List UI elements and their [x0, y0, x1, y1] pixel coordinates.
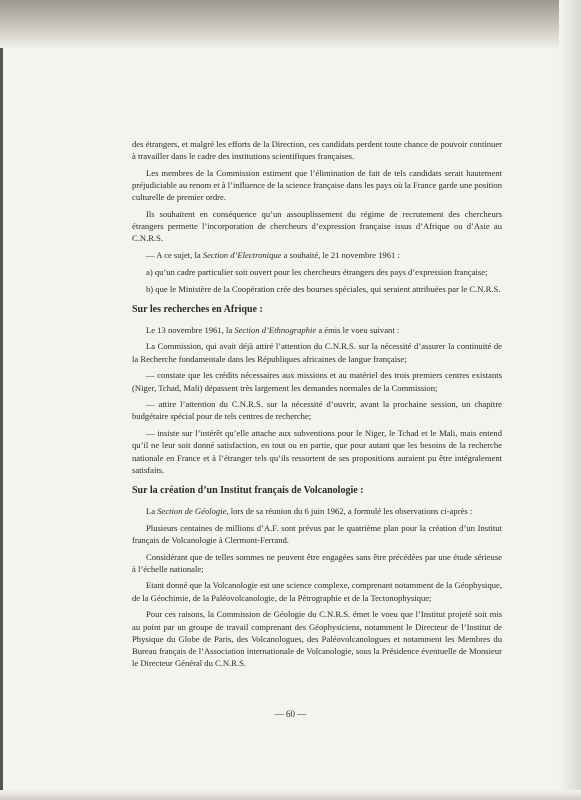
electronique-prefix: — A ce sujet, la [146, 250, 203, 261]
section-geologie: Section de Géologie [157, 505, 227, 516]
paragraph-afrique-3: — attire l’attention du C.N.R.S. sur la nécessité d’ouvrir, avant la prochaine session, un chapitre budgétaire spécial pour de tels centres de recherche; [132, 399, 502, 422]
electronique-suffix: a souhaité, le 21 novembre 1961 : [281, 250, 400, 261]
section-electronique: Section d’Electronique [202, 250, 282, 261]
paragraph-afrique-2: — constate que les crédits nécessaires aux missions et au matériel des trois premiers centres existants (Niger, Tchad, Mali) dépassent très largement les demandes normales de la Commission; [132, 370, 502, 393]
paragraph-afrique-intro [132, 324, 502, 336]
list-item-b: b) que le Ministère de la Coopération crée des bourses spéciales, qui seraient attribuées par le C.N.R.S. [146, 283, 501, 294]
paragraph-afrique-1: La Commission, qui avait déjà attiré l’attention du C.N.R.S. sur la nécessité d’assurer la continuité de la Recherche fondamentale dans les Républiques africaines de langue française; [132, 341, 502, 364]
heading-afrique: Sur les recherches en Afrique : [132, 303, 263, 315]
page-number: — 60 — [274, 709, 307, 719]
paragraph-volcanologie-3: Etant donné que la Volcanologie est une science complexe, comprenant notamment de la Géophysique, de la Géochimie, de la Paléovolcanologie, de la Pétrographie et de la Tectonophysique; [132, 580, 502, 603]
scan-top-shadow [0, 0, 581, 48]
document-body [132, 138, 502, 674]
paragraph-volcanologie-intro [132, 505, 502, 517]
paragraph-afrique-4: — insiste sur l’intérêt qu’elle attache aux subventions pour le Niger, le Tchad et le Mali, mais entend qu’il ne leur soit donné satisfaction, en tout ou en partie, que pour autant que les besoins de la recherche nationale en France et à l’étranger tels qu’ils ressortent de ses propositions auraient pu être intégralement satisfaits. [132, 428, 502, 475]
volcanologie-intro-suffix: , lors de sa réunion du 6 juin 1962, a formulé les observations ci-après : [226, 505, 473, 516]
paragraph-volcanologie-4: Pour ces raisons, la Commission de Géologie du C.N.R.S. émet le voeu que l’Institut projeté soit mis au point par un groupe de travail comprenant des Géophysiciens, notamment le Directeur de l’Institut de Physique du Globe de Paris, des Volcanologues, des Paléovolcanologues et notamment les Membres du Bureau français de l’Association internationale de Volcanologie, sous la Présidence éventuelle de Monsieur le Directeur Général du C.N.R.S. [132, 609, 502, 669]
paragraph-volcanologie-2: Considérant que de telles sommes ne peuvent être engagées sans être précédées par une étude sérieuse à l’échelle nationale; [132, 551, 502, 574]
heading-volcanologie: Sur la création d’un Institut français de Volcanologie : [132, 484, 364, 496]
list-item-a: a) qu’un cadre particulier soit ouvert pour les chercheurs étrangers des pays d’expression française; [146, 266, 488, 277]
paragraph-continuation: des étrangers, et malgré les efforts de la Direction, ces candidats perdent toute chance de pouvoir continuer à travailler dans le cadre des institutions scientifiques françaises. [132, 139, 502, 162]
paragraph-electronique [132, 249, 502, 261]
afrique-intro-prefix: Le 13 novembre 1961, la [146, 324, 235, 335]
scan-bottom-edge [0, 790, 581, 800]
afrique-intro-suffix: a émis le voeu suivant : [316, 324, 400, 335]
paragraph-souhait: Ils souhaitent en conséquence qu’un assouplissement du régime de recrutement des chercheurs étrangers permette l’incorporation de chercheurs d’expression française issus d’Afrique ou d’Asie au C.N.R.S. [132, 209, 502, 244]
volcanologie-intro-prefix: La [146, 505, 158, 516]
paragraph-volcanologie-1: Plusieurs centaines de millions d’A.F. sont prévus par le quatrième plan pour la création d’un Institut français de Volcanologie à Clermont-Ferrand. [132, 522, 502, 545]
scan-right-edge [559, 0, 581, 800]
paragraph-commission: Les membres de la Commission estiment que l’élimination de fait de tels candidats serait hautement préjudiciable au renom et à l’influence de la science française dans les pays où la France garde une position culturelle de premier ordre. [132, 167, 502, 203]
section-ethnographie: Section d’Ethnographie [234, 324, 317, 335]
